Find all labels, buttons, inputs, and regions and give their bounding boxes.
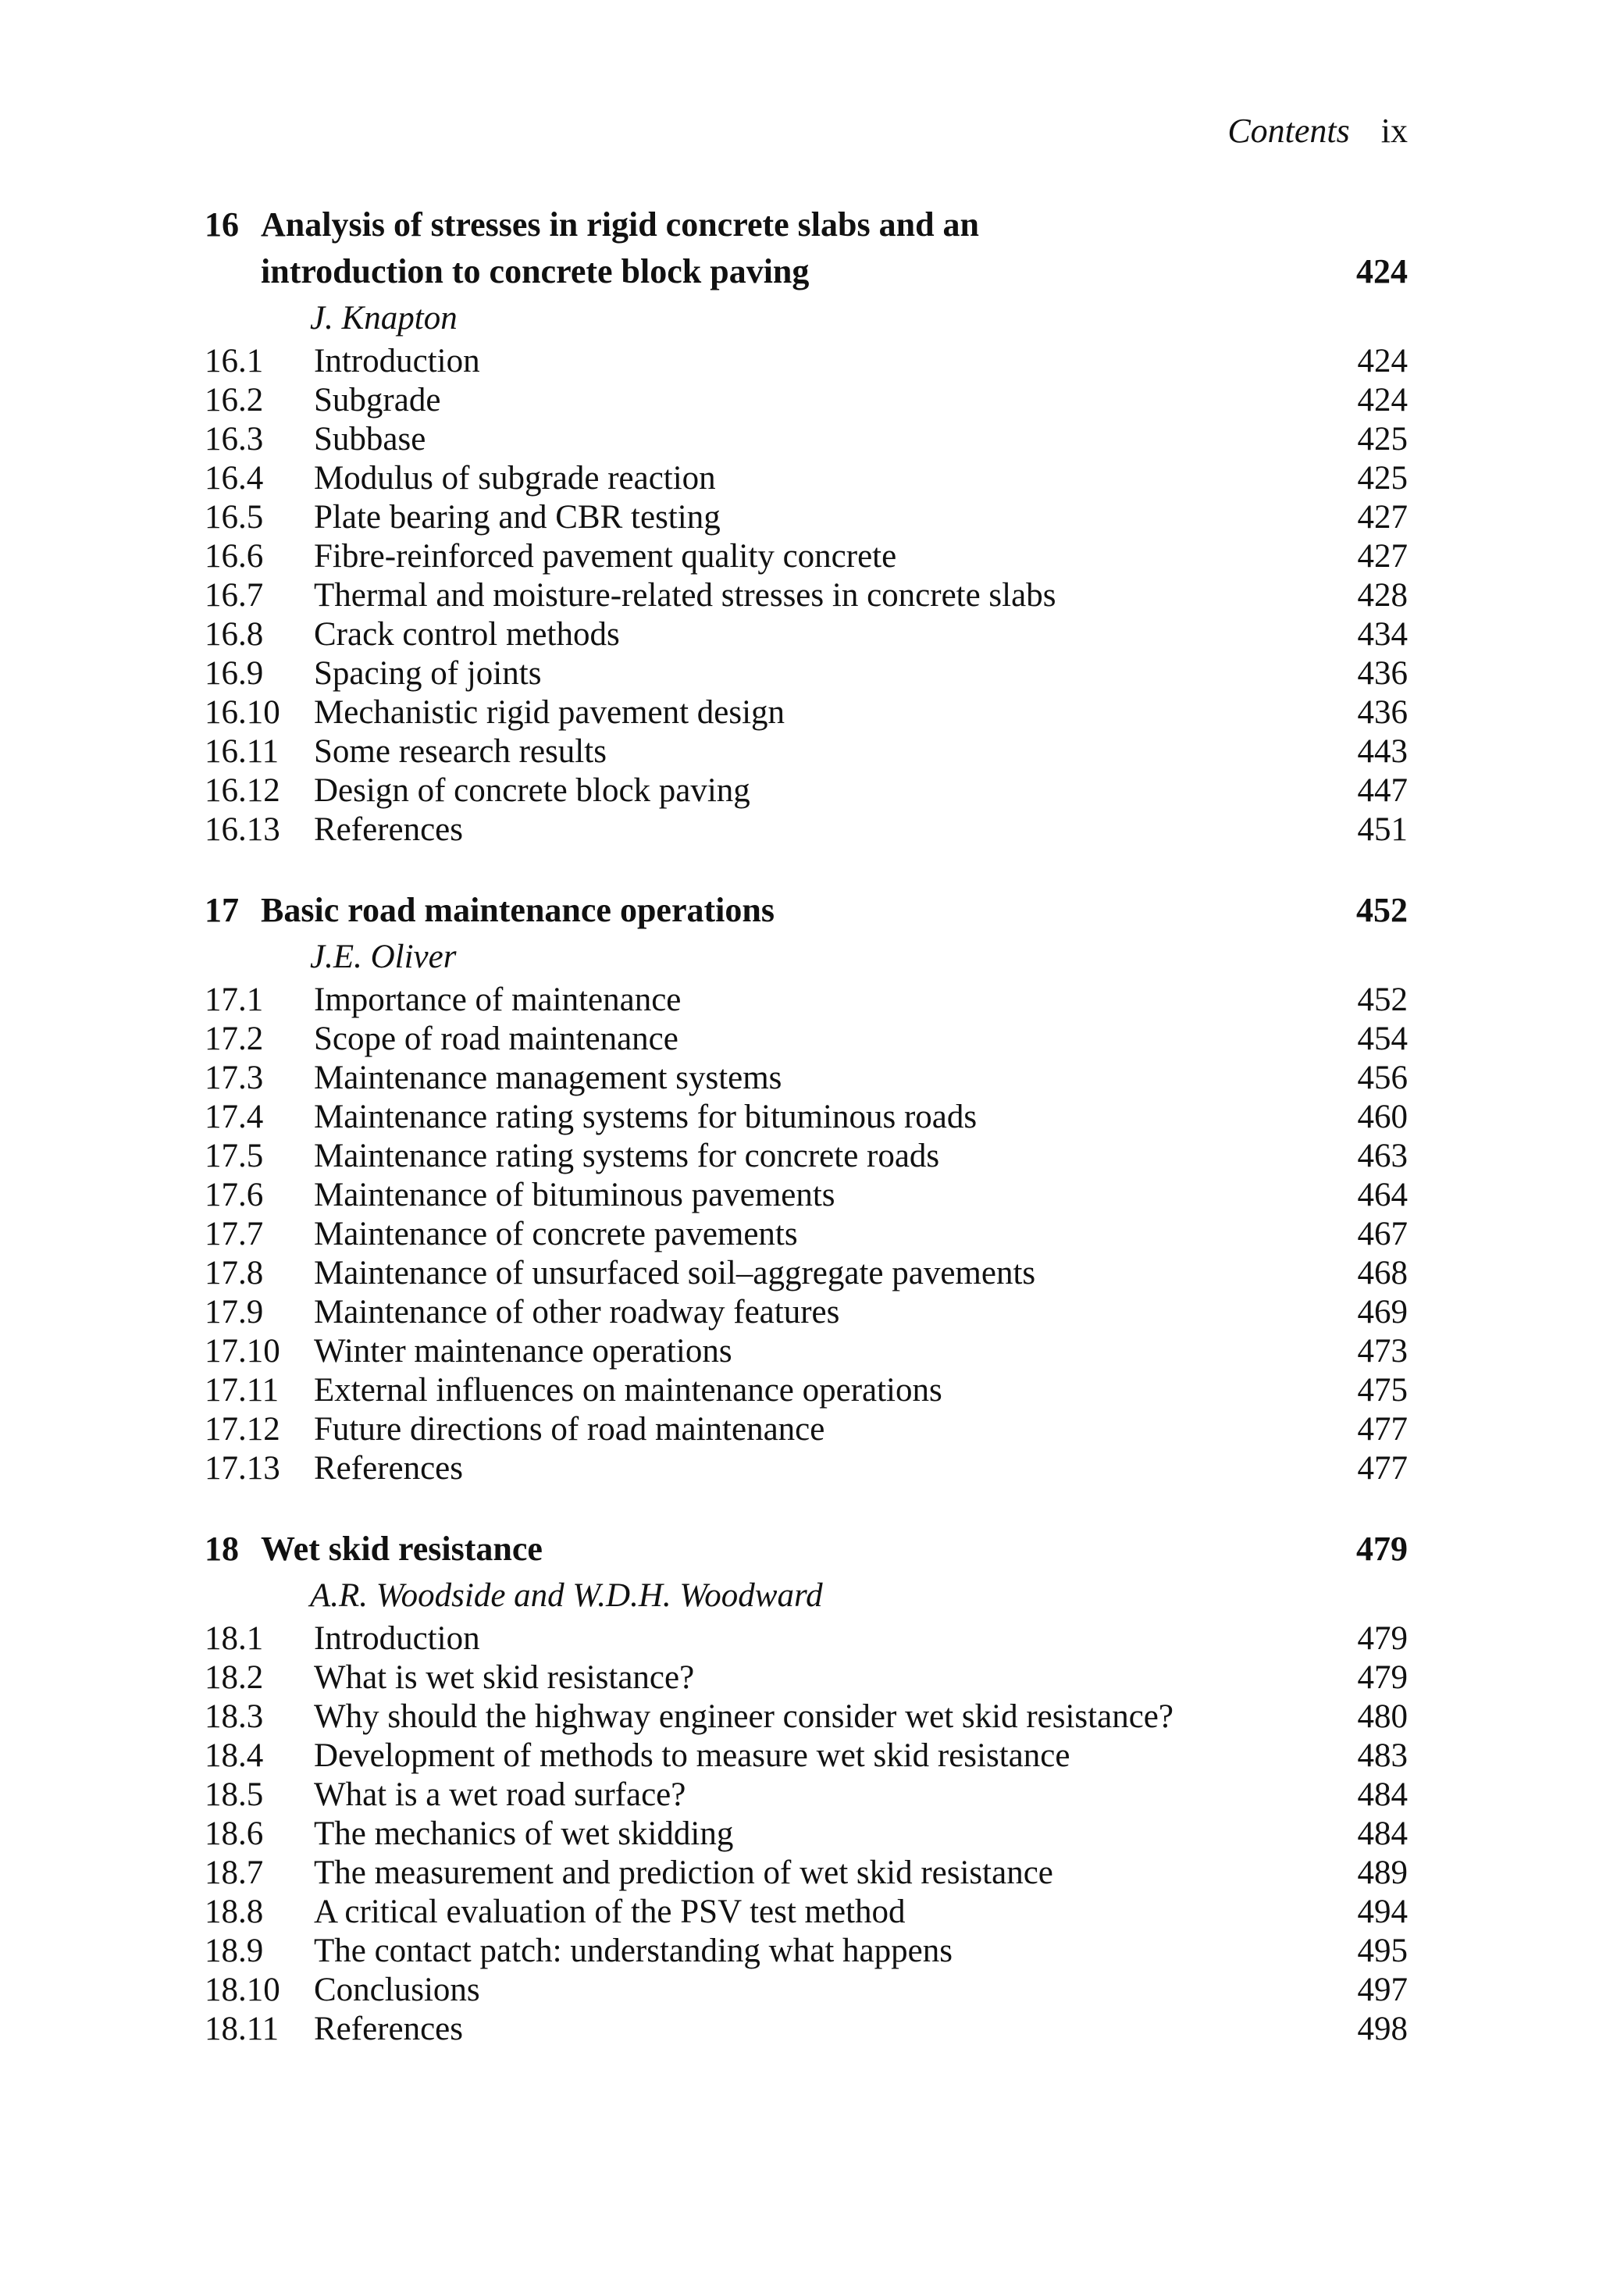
toc-entry[interactable] bbox=[205, 771, 1408, 810]
section-number: 17.2 bbox=[205, 1021, 264, 1057]
section-page-number: 495 bbox=[1357, 1933, 1408, 1969]
toc-entry[interactable] bbox=[205, 1332, 1408, 1371]
toc-entry[interactable] bbox=[205, 1893, 1408, 1932]
chapter-title[interactable]: Wet skid resistance bbox=[261, 1530, 543, 1568]
toc-entry[interactable] bbox=[205, 459, 1408, 498]
section-number: 16.7 bbox=[205, 577, 264, 614]
section-title: Why should the highway engineer consider wet skid resistance? bbox=[314, 1698, 1173, 1735]
toc-entry[interactable] bbox=[205, 1932, 1408, 1971]
section-title: Future directions of road maintenance bbox=[314, 1411, 825, 1448]
section-title: Importance of maintenance bbox=[314, 981, 682, 1018]
toc-entry[interactable] bbox=[205, 732, 1408, 771]
section-page-number: 494 bbox=[1357, 1893, 1408, 1930]
section-page-number: 473 bbox=[1357, 1333, 1408, 1370]
chapter-16 bbox=[205, 201, 1408, 850]
toc-entry[interactable] bbox=[205, 1737, 1408, 1776]
section-title: Introduction bbox=[314, 343, 480, 379]
toc-entry[interactable] bbox=[205, 342, 1408, 381]
section-title: Maintenance of bituminous pavements bbox=[314, 1177, 835, 1213]
section-number: 17.10 bbox=[205, 1333, 280, 1370]
section-title: Mechanistic rigid pavement design bbox=[314, 694, 785, 731]
chapter-number: 18 bbox=[205, 1530, 239, 1568]
section-number: 18.9 bbox=[205, 1933, 264, 1969]
section-number: 16.10 bbox=[205, 694, 280, 731]
section-page-number: 456 bbox=[1357, 1060, 1408, 1096]
chapter-author: J. Knapton bbox=[310, 300, 458, 337]
section-title: Maintenance of unsurfaced soil–aggregate pavements bbox=[314, 1255, 1036, 1291]
toc-entry[interactable] bbox=[205, 1020, 1408, 1059]
section-page-number: 447 bbox=[1357, 772, 1408, 809]
chapter-author: A.R. Woodside and W.D.H. Woodward bbox=[310, 1577, 823, 1614]
section-number: 17.7 bbox=[205, 1216, 264, 1252]
section-title: Fibre-reinforced pavement quality concrete bbox=[314, 538, 897, 575]
toc-entry[interactable] bbox=[205, 1971, 1408, 2010]
section-number: 18.4 bbox=[205, 1737, 264, 1774]
section-title: The measurement and prediction of wet skid resistance bbox=[314, 1854, 1053, 1891]
section-page-number: 463 bbox=[1357, 1138, 1408, 1174]
toc-entry[interactable] bbox=[205, 498, 1408, 537]
section-page-number: 479 bbox=[1357, 1659, 1408, 1696]
section-number: 18.2 bbox=[205, 1659, 264, 1696]
toc-entry[interactable] bbox=[205, 1815, 1408, 1854]
section-page-number: 464 bbox=[1357, 1177, 1408, 1213]
toc-entry[interactable] bbox=[205, 654, 1408, 693]
section-number: 17.6 bbox=[205, 1177, 264, 1213]
running-title: Contents bbox=[1227, 112, 1350, 150]
section-number: 18.3 bbox=[205, 1698, 264, 1735]
toc-entry[interactable] bbox=[205, 2010, 1408, 2049]
toc-entry[interactable] bbox=[205, 537, 1408, 576]
toc-entry[interactable] bbox=[205, 1658, 1408, 1698]
section-number: 16.12 bbox=[205, 772, 280, 809]
section-page-number: 436 bbox=[1357, 655, 1408, 692]
section-title: Some research results bbox=[314, 733, 607, 770]
section-title: Maintenance rating systems for bituminous roads bbox=[314, 1099, 978, 1135]
section-page-number: 424 bbox=[1357, 343, 1408, 379]
section-title: Maintenance of other roadway features bbox=[314, 1294, 840, 1331]
section-title: Development of methods to measure wet skid resistance bbox=[314, 1737, 1070, 1774]
toc-entry[interactable] bbox=[205, 381, 1408, 420]
section-title: A critical evaluation of the PSV test method bbox=[314, 1893, 906, 1930]
section-number: 18.10 bbox=[205, 1972, 280, 2008]
section-title: Crack control methods bbox=[314, 616, 620, 653]
section-title: Conclusions bbox=[314, 1972, 480, 2008]
toc-entry[interactable] bbox=[205, 1410, 1408, 1449]
section-page-number: 436 bbox=[1357, 694, 1408, 731]
section-number: 16.13 bbox=[205, 811, 280, 848]
section-number: 17.9 bbox=[205, 1294, 264, 1331]
chapter-author: J.E. Oliver bbox=[310, 939, 457, 975]
section-title: References bbox=[314, 1450, 463, 1487]
chapter-18 bbox=[205, 1526, 1408, 2049]
section-number: 18.11 bbox=[205, 2011, 280, 2047]
section-number: 16.5 bbox=[205, 499, 264, 536]
section-title: References bbox=[314, 2011, 463, 2047]
section-page-number: 498 bbox=[1357, 2011, 1408, 2047]
indent-spacer bbox=[205, 248, 261, 295]
chapter-title-line2[interactable]: introduction to concrete block paving bbox=[261, 252, 810, 290]
chapter-title[interactable]: Analysis of stresses in rigid concrete slabs and an bbox=[261, 205, 980, 244]
section-page-number: 489 bbox=[1357, 1854, 1408, 1891]
table-of-contents bbox=[205, 201, 1408, 2086]
section-page-number: 425 bbox=[1357, 421, 1408, 458]
section-page-number: 477 bbox=[1357, 1450, 1408, 1487]
toc-entry[interactable] bbox=[205, 1371, 1408, 1410]
section-title: The contact patch: understanding what happens bbox=[314, 1933, 953, 1969]
toc-entry[interactable] bbox=[205, 1176, 1408, 1215]
section-page-number: 468 bbox=[1357, 1255, 1408, 1291]
section-page-number: 479 bbox=[1357, 1620, 1408, 1657]
toc-entry[interactable] bbox=[205, 420, 1408, 459]
section-page-number: 475 bbox=[1357, 1372, 1408, 1409]
toc-entry[interactable] bbox=[205, 981, 1408, 1020]
chapter-number: 16 bbox=[205, 205, 239, 244]
toc-entry[interactable] bbox=[205, 1776, 1408, 1815]
section-page-number: 460 bbox=[1357, 1099, 1408, 1135]
section-title: Plate bearing and CBR testing bbox=[314, 499, 721, 536]
section-title: Spacing of joints bbox=[314, 655, 542, 692]
chapter-page-number: 479 bbox=[1356, 1530, 1408, 1568]
section-page-number: 477 bbox=[1357, 1411, 1408, 1448]
section-number: 17.8 bbox=[205, 1255, 264, 1291]
toc-entry[interactable] bbox=[205, 693, 1408, 732]
section-title: Scope of road maintenance bbox=[314, 1021, 678, 1057]
section-number: 18.8 bbox=[205, 1893, 264, 1930]
section-title: What is a wet road surface? bbox=[314, 1776, 686, 1813]
section-page-number: 452 bbox=[1357, 981, 1408, 1018]
section-page-number: 451 bbox=[1357, 811, 1408, 848]
section-number: 17.4 bbox=[205, 1099, 264, 1135]
section-number: 16.4 bbox=[205, 460, 264, 497]
section-title: References bbox=[314, 811, 463, 848]
chapter-page-number: 452 bbox=[1356, 891, 1408, 929]
section-title: Winter maintenance operations bbox=[314, 1333, 732, 1370]
section-title: Introduction bbox=[314, 1620, 480, 1657]
section-number: 16.9 bbox=[205, 655, 264, 692]
running-header bbox=[1227, 109, 1408, 153]
section-page-number: 480 bbox=[1357, 1698, 1408, 1735]
chapter-heading bbox=[205, 201, 1408, 248]
toc-entry[interactable] bbox=[205, 1215, 1408, 1254]
toc-entry[interactable] bbox=[205, 576, 1408, 615]
chapter-heading bbox=[205, 887, 1408, 934]
toc-entry[interactable] bbox=[205, 1619, 1408, 1658]
chapter-17 bbox=[205, 887, 1408, 1488]
toc-entry[interactable] bbox=[205, 1137, 1408, 1176]
section-number: 18.1 bbox=[205, 1620, 264, 1657]
toc-entry[interactable] bbox=[205, 1293, 1408, 1332]
section-number: 16.8 bbox=[205, 616, 264, 653]
section-number: 17.3 bbox=[205, 1060, 264, 1096]
section-number: 16.2 bbox=[205, 382, 264, 419]
section-page-number: 428 bbox=[1357, 577, 1408, 614]
toc-entry[interactable] bbox=[205, 1059, 1408, 1098]
section-page-number: 467 bbox=[1357, 1216, 1408, 1252]
toc-entry[interactable] bbox=[205, 1854, 1408, 1893]
toc-entry[interactable] bbox=[205, 615, 1408, 654]
section-page-number: 483 bbox=[1357, 1737, 1408, 1774]
section-page-number: 443 bbox=[1357, 733, 1408, 770]
section-title: Maintenance management systems bbox=[314, 1060, 782, 1096]
section-page-number: 484 bbox=[1357, 1776, 1408, 1813]
section-number: 16.11 bbox=[205, 733, 280, 770]
section-number: 18.5 bbox=[205, 1776, 264, 1813]
section-title: Modulus of subgrade reaction bbox=[314, 460, 716, 497]
chapter-title[interactable]: Basic road maintenance operations bbox=[261, 891, 775, 929]
section-number: 16.1 bbox=[205, 343, 264, 379]
section-page-number: 454 bbox=[1357, 1021, 1408, 1057]
section-number: 17.11 bbox=[205, 1372, 280, 1409]
chapter-number: 17 bbox=[205, 891, 239, 929]
section-number: 17.13 bbox=[205, 1450, 280, 1487]
section-page-number: 484 bbox=[1357, 1815, 1408, 1852]
section-title: Design of concrete block paving bbox=[314, 772, 750, 809]
chapter-page-number: 424 bbox=[1356, 252, 1408, 290]
section-number: 16.3 bbox=[205, 421, 264, 458]
toc-entry[interactable] bbox=[205, 810, 1408, 850]
chapter-heading bbox=[205, 1526, 1408, 1573]
section-page-number: 434 bbox=[1357, 616, 1408, 653]
section-title: Subbase bbox=[314, 421, 426, 458]
section-number: 17.5 bbox=[205, 1138, 264, 1174]
section-title: What is wet skid resistance? bbox=[314, 1659, 695, 1696]
section-title: Maintenance rating systems for concrete roads bbox=[314, 1138, 940, 1174]
section-number: 18.6 bbox=[205, 1815, 264, 1852]
toc-entry[interactable] bbox=[205, 1098, 1408, 1137]
section-page-number: 497 bbox=[1357, 1972, 1408, 2008]
section-page-number: 427 bbox=[1357, 499, 1408, 536]
section-page-number: 425 bbox=[1357, 460, 1408, 497]
section-number: 17.1 bbox=[205, 981, 264, 1018]
section-title: Thermal and moisture-related stresses in concrete slabs bbox=[314, 577, 1056, 614]
section-title: The mechanics of wet skidding bbox=[314, 1815, 734, 1852]
section-page-number: 427 bbox=[1357, 538, 1408, 575]
toc-entry[interactable] bbox=[205, 1449, 1408, 1488]
page-number: ix bbox=[1380, 112, 1408, 150]
section-number: 16.6 bbox=[205, 538, 264, 575]
section-title: Subgrade bbox=[314, 382, 441, 419]
section-number: 17.12 bbox=[205, 1411, 280, 1448]
section-number: 18.7 bbox=[205, 1854, 264, 1891]
section-page-number: 424 bbox=[1357, 382, 1408, 419]
section-title: External influences on maintenance operations bbox=[314, 1372, 942, 1409]
section-page-number: 469 bbox=[1357, 1294, 1408, 1331]
chapter-heading-continued bbox=[205, 248, 1408, 295]
toc-entry[interactable] bbox=[205, 1254, 1408, 1293]
toc-entry[interactable] bbox=[205, 1698, 1408, 1737]
section-title: Maintenance of concrete pavements bbox=[314, 1216, 798, 1252]
